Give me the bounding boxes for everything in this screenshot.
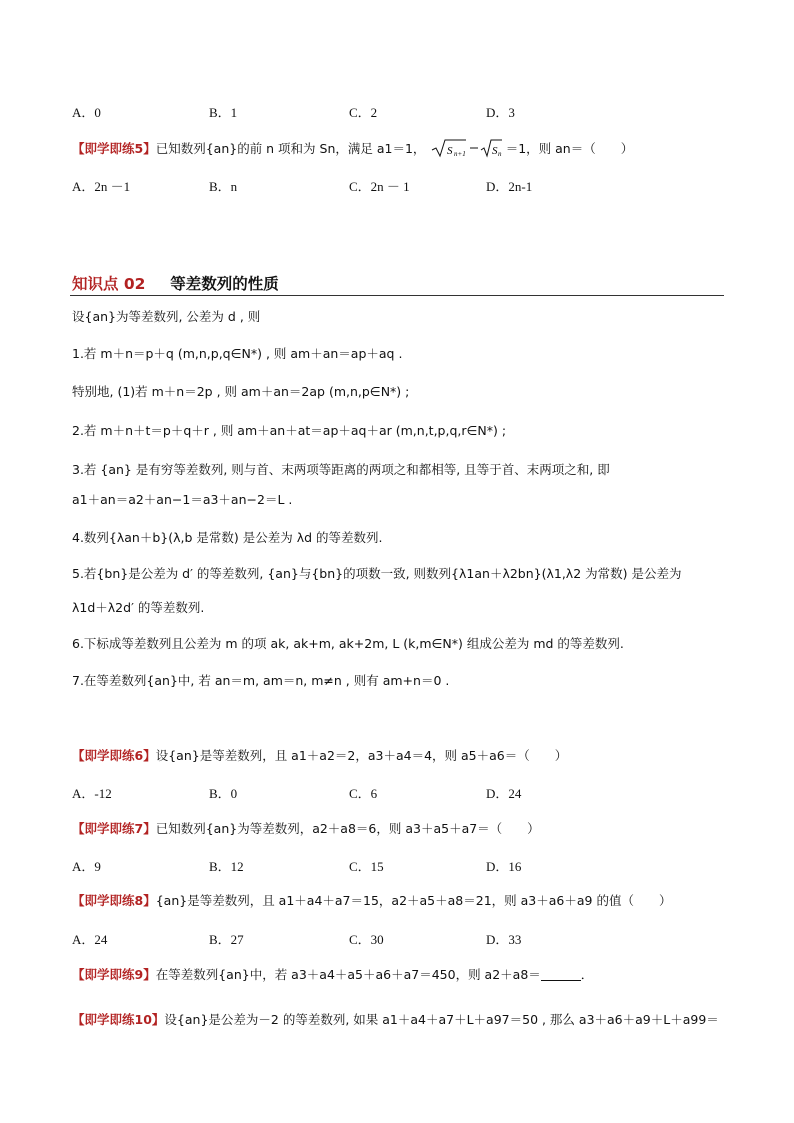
question-tag: 【即学即练9】 — [72, 967, 156, 982]
q8-option-c: C．30 — [349, 932, 384, 947]
section-title: 等差数列的性质 — [170, 275, 279, 293]
question-tag: 【即学即练10】 — [72, 1012, 165, 1027]
q8-option-d: D．33 — [486, 932, 522, 947]
property-5-line2: λ1d＋λ2d′ 的等差数列. — [72, 600, 205, 615]
question-stem: 设{an}是公差为－2 的等差数列, 如果 a1＋a4＋a7＋L＋a97＝50 , 那么 a3＋a6＋a9＋L＋a99＝ — [164, 1012, 719, 1027]
question-stem-end: ． — [580, 967, 594, 982]
property-6: 6.下标成等差数列且公差为 m 的项 ak, ak+m, ak+2m, L (k,m∈N*) 组成公差为 md 的等差数列. — [72, 636, 624, 651]
q7-option-b: B．12 — [209, 859, 244, 874]
question-8 — [72, 891, 671, 909]
svg-text:S: S — [491, 145, 498, 157]
q4-option-c: C．2 — [349, 105, 378, 120]
property-1-special: 特别地, (1)若 m＋n＝2p , 则 am＋an＝2ap (m,n,p∈N*) ; — [72, 384, 410, 399]
section-heading — [72, 272, 279, 294]
q5-option-c: C．2n － 1 — [349, 179, 410, 194]
q6-option-a: A．-12 — [72, 786, 112, 801]
q6-option-c: C．6 — [349, 786, 378, 801]
question-stem-end: ＝1，则 an＝（ ） — [505, 141, 634, 156]
question-stem: {an}是等差数列，且 a1＋a4＋a7＝15，a2＋a5＋a8＝21，则 a3＋a6＋a9 的值（ ） — [155, 893, 672, 908]
svg-text:n+1: n+1 — [453, 150, 466, 158]
section-label: 知识点 02 — [72, 275, 146, 293]
property-3-line1: 3.若 {an} 是有穷等差数列, 则与首、末两项等距离的两项之和都相等, 且等于首、末两项之和, 即 — [72, 462, 610, 477]
svg-text:S: S — [446, 145, 453, 157]
q5-option-d: D．2n-1 — [486, 179, 533, 194]
question-tag: 【即学即练8】 — [72, 893, 156, 908]
question-stem: 设{an}是等差数列，且 a1＋a2＝2，a3＋a4＝4，则 a5＋a6＝（ ） — [155, 748, 568, 763]
question-10 — [72, 1010, 719, 1028]
property-7: 7.在等差数列{an}中, 若 an＝m, am＝n, m≠n , 则有 am+n＝0 . — [72, 673, 450, 688]
question-stem: 已知数列{an}为等差数列，a2＋a8＝6，则 a3＋a5＋a7＝（ ） — [155, 821, 540, 836]
property-4: 4.数列{λan＋b}(λ,b 是常数) 是公差为 λd 的等差数列. — [72, 530, 383, 545]
question-tag: 【即学即练5】 — [72, 141, 156, 156]
q7-option-a: A．9 — [72, 859, 101, 874]
question-9 — [72, 965, 593, 983]
q4-option-b: B．1 — [209, 105, 238, 120]
svg-text:n: n — [497, 150, 502, 158]
question-stem: 在等差数列{an}中，若 a3＋a4＋a5＋a6＋a7＝450，则 a2＋a8＝ — [155, 967, 541, 982]
q7-option-d: D．16 — [486, 859, 522, 874]
q4-option-d: D．3 — [486, 105, 515, 120]
q6-option-b: B．0 — [209, 786, 238, 801]
property-3-line2: a1＋an＝a2＋an−1＝a3＋an−2＝L . — [72, 492, 293, 507]
question-7 — [72, 819, 540, 837]
question-6 — [72, 746, 567, 764]
answer-blank[interactable] — [541, 968, 581, 981]
question-tag: 【即学即练7】 — [72, 821, 156, 836]
property-2: 2.若 m＋n＋t＝p＋q＋r , 则 am＋an＋at＝ap＋aq＋ar (m,n,t,p,q,r∈N*) ; — [72, 423, 507, 438]
q5-option-a: A．2n －1 — [72, 179, 131, 194]
property-5-line1: 5.若{bn}是公差为 d′ 的等差数列, {an}与{bn}的项数一致, 则数列{λ1an＋λ2bn}(λ1,λ2 为常数) 是公差为 — [72, 566, 682, 581]
q6-option-d: D．24 — [486, 786, 522, 801]
q7-option-c: C．15 — [349, 859, 384, 874]
q8-option-a: A．24 — [72, 932, 108, 947]
q5-option-b: B．n — [209, 179, 238, 194]
sqrt-expression — [430, 137, 502, 159]
q8-option-b: B．27 — [209, 932, 244, 947]
property-intro: 设{an}为等差数列, 公差为 d , 则 — [72, 309, 261, 324]
question-5 — [72, 137, 633, 159]
q4-option-a: A．0 — [72, 105, 101, 120]
property-1: 1.若 m＋n＝p＋q (m,n,p,q∈N*) , 则 am＋an＝ap＋aq . — [72, 346, 403, 361]
section-divider — [70, 295, 724, 296]
question-stem: 已知数列{an}的前 n 项和为 Sn，满足 a1＝1， — [155, 141, 426, 156]
question-tag: 【即学即练6】 — [72, 748, 156, 763]
